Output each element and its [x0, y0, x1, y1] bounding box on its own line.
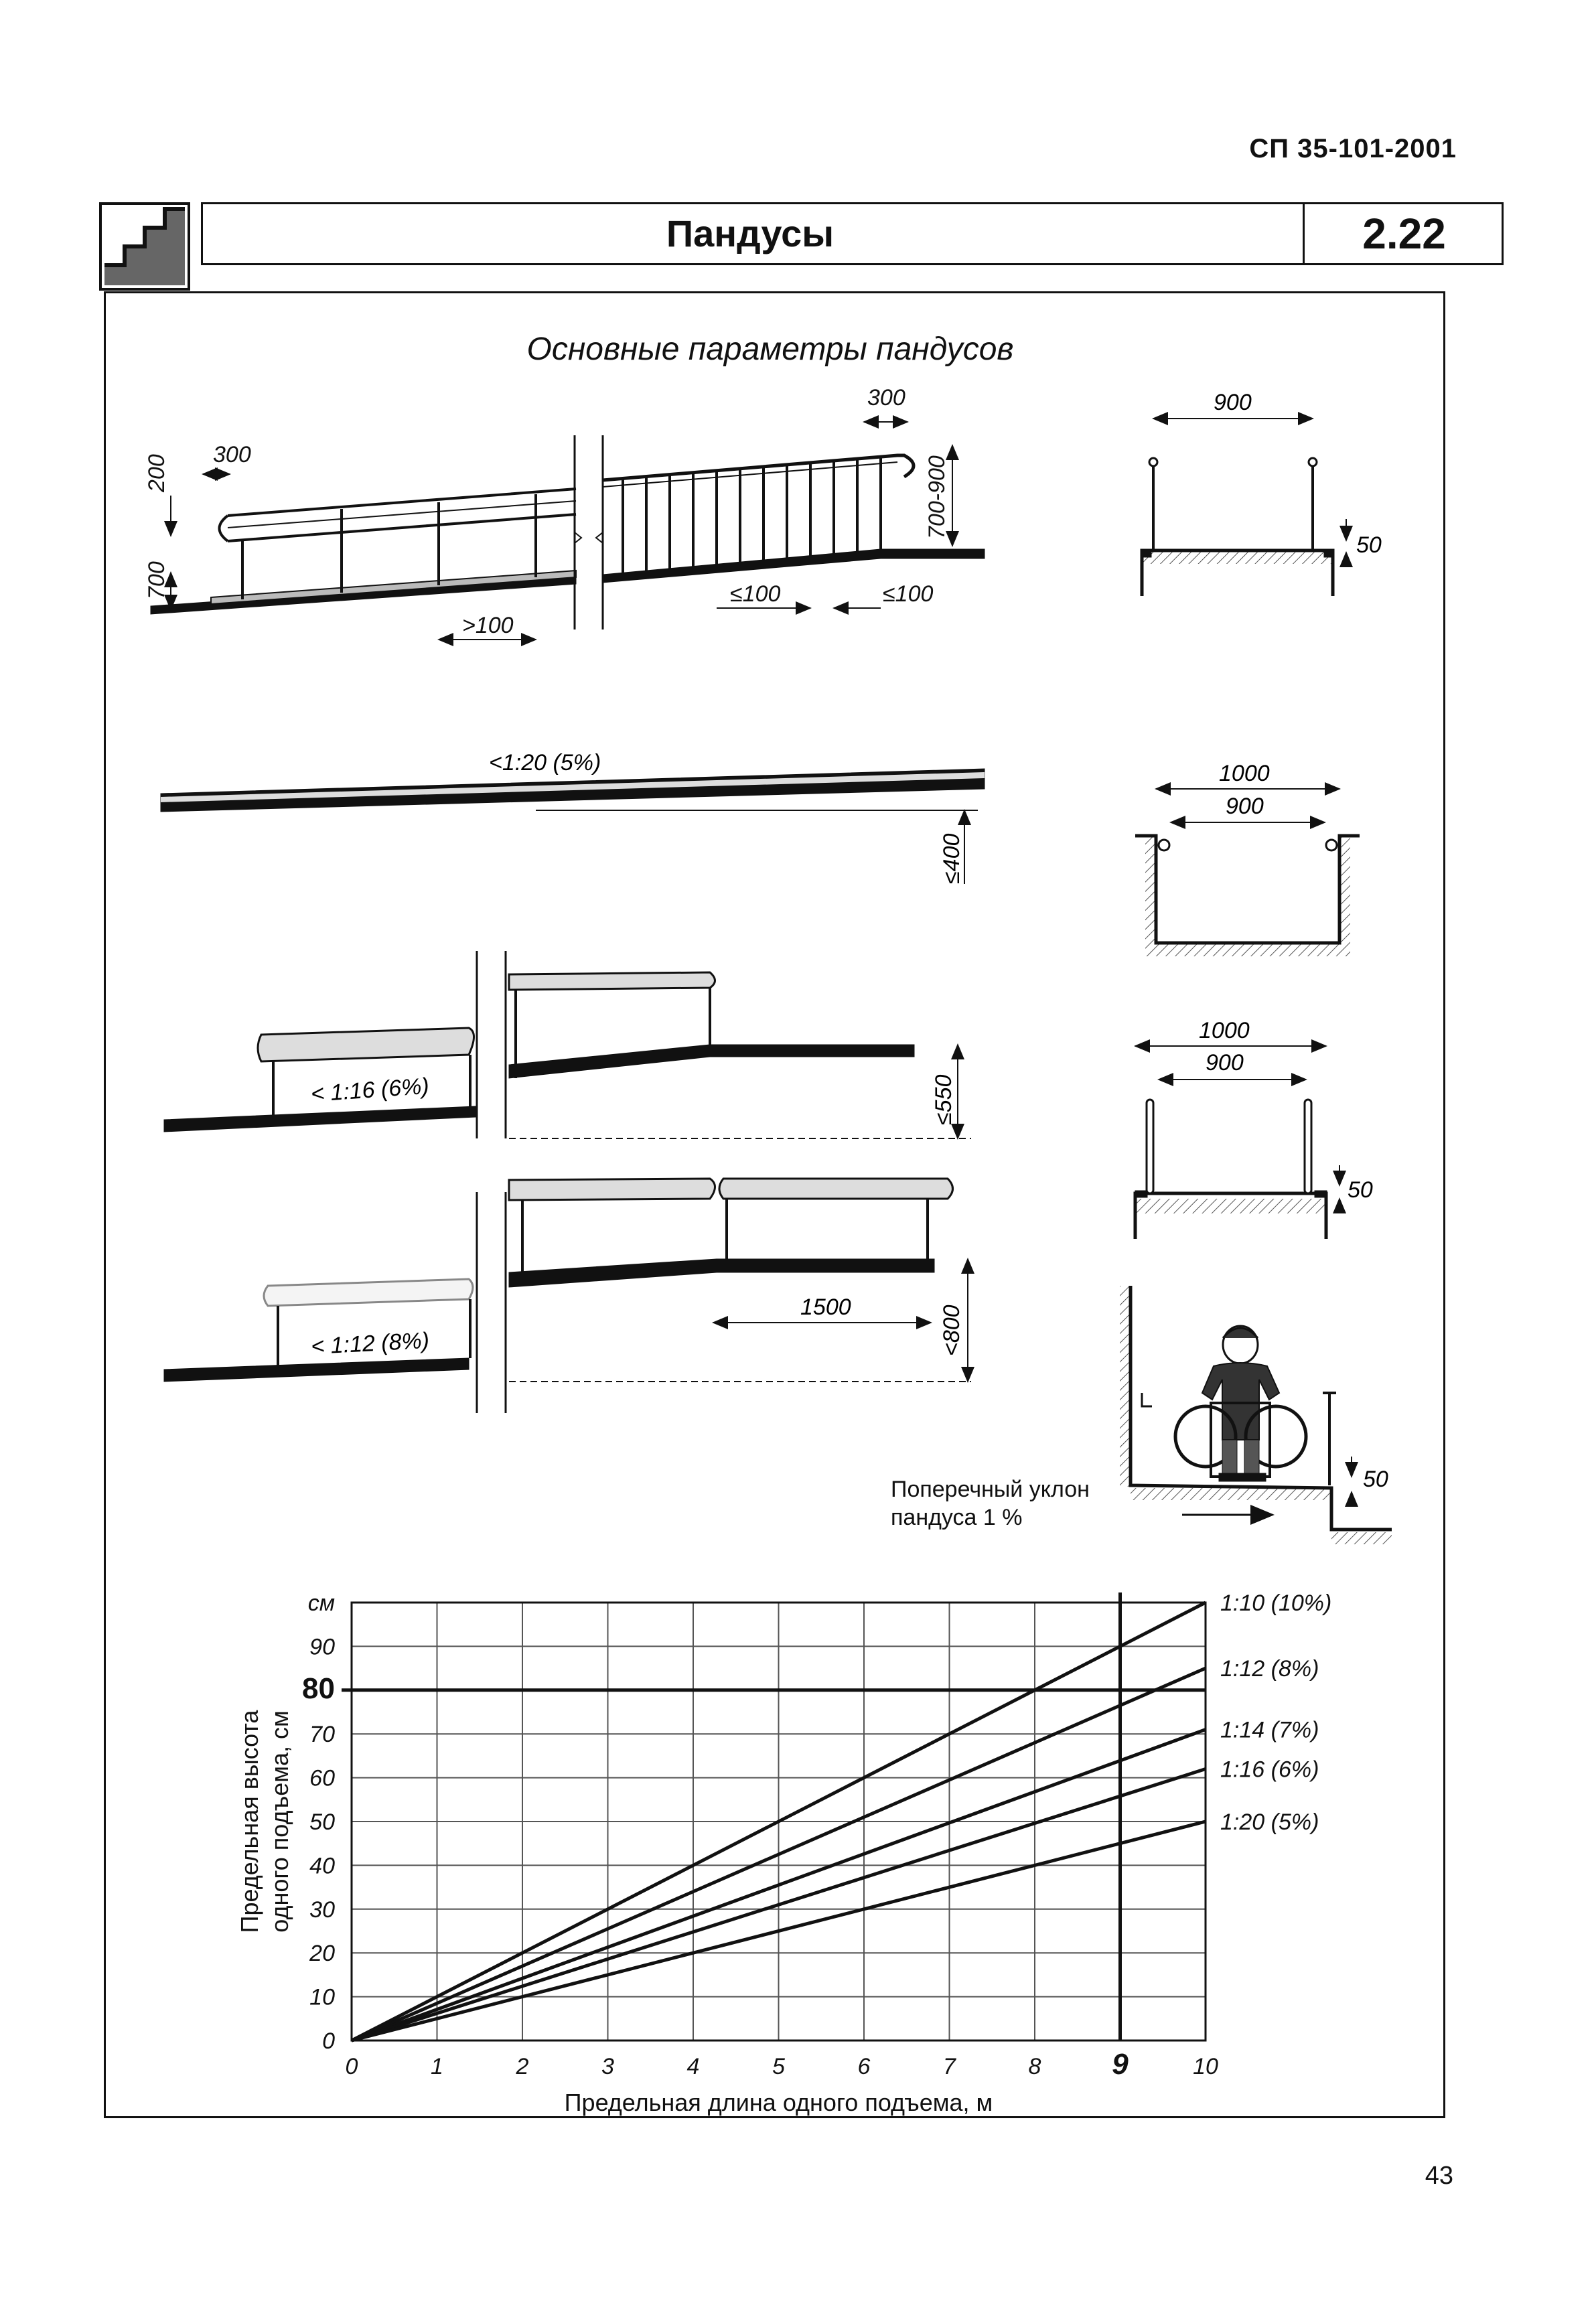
- section-900-width: 900: [1214, 390, 1252, 415]
- series-label-4: 1:20 (5%): [1220, 1809, 1319, 1835]
- dim-le-100-a: ≤100: [730, 581, 781, 607]
- y-tick-label: 40: [309, 1853, 335, 1879]
- figure-title: Основные параметры пандусов: [526, 331, 1014, 367]
- chart: [236, 1590, 1331, 2116]
- dim-top-left: 300: [213, 442, 251, 467]
- dim-200: 200: [144, 454, 169, 492]
- x-tick-label: 9: [1112, 2048, 1129, 2081]
- x-tick-label: 5: [772, 2054, 785, 2079]
- x-tick-label: 1: [431, 2054, 443, 2079]
- series-label-1: 1:12 (8%): [1220, 1656, 1319, 1682]
- slope-5-height: ≤400: [939, 833, 964, 884]
- x-tick-label: 7: [943, 2054, 956, 2079]
- dim-top-right: 300: [867, 385, 905, 411]
- section-number: 2.22: [1303, 202, 1504, 265]
- dim-le-100-b: ≤100: [883, 581, 934, 607]
- slope-5-diagram: [161, 769, 985, 884]
- series-label-2: 1:14 (7%): [1220, 1717, 1319, 1743]
- cross-slope-caption-line2: пандуса 1 %: [891, 1505, 1023, 1530]
- slope-6-height: ≤550: [931, 1074, 956, 1125]
- section-1000b-outer: 1000: [1199, 1018, 1250, 1043]
- section-900-diagram: [1142, 419, 1346, 596]
- x-tick-label: 10: [1193, 2054, 1218, 2079]
- y-tick-label: 80: [302, 1672, 335, 1705]
- x-tick-label: 8: [1028, 2054, 1041, 2079]
- series-label-0: 1:10 (10%): [1220, 1590, 1332, 1616]
- section-1000a-outer: 1000: [1219, 761, 1270, 786]
- railing-diagram: [151, 422, 985, 640]
- slope-5-label: <1:20 (5%): [489, 750, 601, 775]
- x-tick-label: 4: [686, 2054, 700, 2079]
- slope-8-label: < 1:12 (8%): [310, 1327, 430, 1359]
- section-1000a-inner: 900: [1226, 794, 1264, 819]
- y-unit-label: см: [307, 1590, 335, 1616]
- page-number: 43: [1425, 2162, 1453, 2190]
- cross-slope-caption: [891, 1475, 1090, 1532]
- y-axis-label-line2: одного подъема, см: [266, 1710, 293, 1933]
- x-tick-label: 3: [601, 2054, 614, 2079]
- cross-slope-curb: 50: [1363, 1467, 1388, 1492]
- wheelchair-user-icon: [1175, 1326, 1306, 1481]
- y-tick-label: 70: [309, 1722, 335, 1748]
- x-axis-label: Предельная длина одного подъема, м: [564, 2089, 993, 2116]
- dim-gt-100: >100: [462, 613, 514, 638]
- y-tick-label: 90: [309, 1634, 335, 1660]
- page-title: Пандусы: [666, 212, 835, 254]
- dim-700: 700: [144, 561, 169, 599]
- slope-8-landing: 1500: [800, 1294, 851, 1320]
- document-code: СП 35-101-2001: [1249, 134, 1457, 163]
- y-tick-label: 50: [309, 1809, 335, 1835]
- y-tick-label: 0: [322, 2028, 335, 2054]
- section-900-curb: 50: [1356, 532, 1382, 558]
- slope-8-height: <800: [939, 1305, 964, 1356]
- y-tick-label: 30: [309, 1897, 335, 1923]
- section-1000b-curb: 50: [1348, 1177, 1373, 1203]
- slope-6-label: < 1:16 (6%): [309, 1073, 430, 1107]
- series-label-3: 1:16 (6%): [1220, 1757, 1319, 1783]
- y-axis-label-line1: Предельная высота: [236, 1710, 263, 1933]
- x-tick-label: 0: [345, 2054, 358, 2079]
- x-tick-label: 6: [857, 2054, 871, 2079]
- cross-slope-caption-line1: Поперечный уклон: [891, 1477, 1090, 1502]
- dim-700-900: 700-900: [924, 455, 950, 539]
- y-tick-label: 60: [309, 1765, 335, 1791]
- slope-6-diagram: [164, 951, 971, 1138]
- section-1000b-inner: 900: [1206, 1050, 1244, 1076]
- y-tick-label: 20: [309, 1941, 335, 1967]
- x-tick-label: 2: [516, 2054, 529, 2079]
- y-tick-label: 10: [309, 1984, 335, 2010]
